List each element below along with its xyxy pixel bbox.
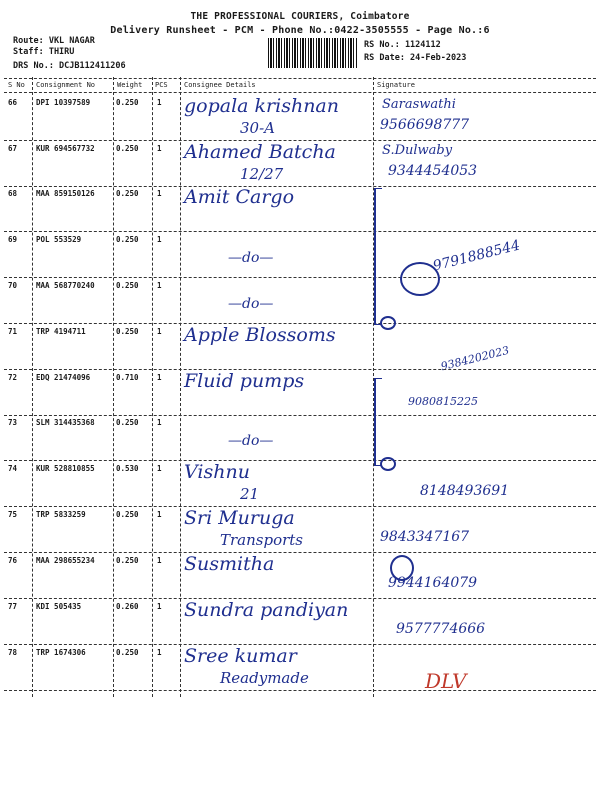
row-consignment-no: KUR 694567732 bbox=[36, 144, 95, 153]
col-weight: Weight bbox=[117, 81, 143, 89]
header-rule-bottom bbox=[4, 92, 596, 93]
row-sno: 67 bbox=[8, 144, 18, 153]
row-sno: 69 bbox=[8, 235, 18, 244]
row-consignment-no: KDI 505435 bbox=[36, 602, 82, 611]
row-signature-phone: 9384202023 bbox=[439, 343, 511, 374]
signature-scribble bbox=[380, 457, 396, 471]
row-consignment-no: POL 553529 bbox=[36, 235, 82, 244]
row-consignment-no: TRP 5833259 bbox=[36, 510, 86, 519]
row-consignee: —do— bbox=[228, 433, 274, 449]
row-consignee: —do— bbox=[228, 296, 274, 312]
drs-number: DRS No.: DCJB112411206 bbox=[13, 61, 126, 71]
row-signature-phone: 9566698777 bbox=[380, 117, 470, 133]
signature-scribble bbox=[400, 262, 440, 296]
row-signature: Saraswathi bbox=[382, 97, 456, 112]
header-rule-top bbox=[4, 78, 596, 79]
rs-date: RS Date: 24-Feb-2023 bbox=[364, 53, 467, 63]
row-signature-phone: 9944164079 bbox=[388, 575, 478, 591]
company-title: THE PROFESSIONAL COURIERS, Coimbatore bbox=[190, 11, 410, 22]
row-consignee-line2: 30-A bbox=[240, 119, 275, 137]
row-separator bbox=[4, 644, 596, 645]
column-divider bbox=[32, 77, 33, 697]
row-separator bbox=[4, 552, 596, 553]
row-consignee: Vishnu bbox=[184, 461, 250, 483]
column-divider bbox=[180, 77, 181, 697]
row-consignee: Sundra pandiyan bbox=[184, 599, 349, 621]
signature-scribble bbox=[380, 316, 396, 330]
row-separator bbox=[4, 415, 596, 416]
row-separator bbox=[4, 231, 596, 232]
row-consignee: Sri Muruga bbox=[184, 507, 295, 529]
row-consignment-no: MAA 568770240 bbox=[36, 281, 95, 290]
ditto-bracket bbox=[374, 188, 382, 325]
row-pcs: 1 bbox=[157, 281, 162, 290]
row-sno: 75 bbox=[8, 510, 18, 519]
row-weight: 0.250 bbox=[116, 648, 139, 657]
row-pcs: 1 bbox=[157, 556, 162, 565]
row-signature-phone: 8148493691 bbox=[420, 483, 510, 499]
row-consignment-no: KUR 528810855 bbox=[36, 464, 95, 473]
row-pcs: 1 bbox=[157, 189, 162, 198]
row-consignee: Sree kumar bbox=[184, 645, 297, 667]
col-pcs: PCS bbox=[155, 81, 168, 89]
row-sno: 72 bbox=[8, 373, 18, 382]
row-sno: 78 bbox=[8, 648, 18, 657]
row-consignee-line2: Readymade bbox=[220, 669, 309, 687]
row-signature-phone: 9791888544 bbox=[431, 237, 522, 275]
row-signature-phone: 9843347167 bbox=[380, 529, 470, 545]
row-pcs: 1 bbox=[157, 648, 162, 657]
row-weight: 0.250 bbox=[116, 98, 139, 107]
row-weight: 0.250 bbox=[116, 144, 139, 153]
col-consignee: Consignee Details bbox=[184, 81, 256, 89]
runsheet-subtitle: Delivery Runsheet - PCM - Phone No.:0422-3505555 - Page No.:6 bbox=[110, 25, 490, 36]
row-pcs: 1 bbox=[157, 602, 162, 611]
route-label: Route: VKL NAGAR bbox=[13, 36, 95, 46]
row-sno: 76 bbox=[8, 556, 18, 565]
row-consignee: Fluid pumps bbox=[184, 370, 305, 392]
row-separator bbox=[4, 277, 596, 278]
barcode-image bbox=[268, 38, 358, 68]
row-signature-phone: 9577774666 bbox=[396, 621, 486, 637]
row-weight: 0.250 bbox=[116, 327, 139, 336]
row-consignment-no: DPI 10397589 bbox=[36, 98, 91, 107]
row-consignment-no: MAA 859150126 bbox=[36, 189, 95, 198]
row-pcs: 1 bbox=[157, 373, 162, 382]
col-signature: Signature bbox=[377, 81, 415, 89]
row-consignee: Susmitha bbox=[184, 553, 275, 575]
row-pcs: 1 bbox=[157, 144, 162, 153]
col-consignment: Consignment No bbox=[36, 81, 96, 89]
column-divider bbox=[152, 77, 153, 697]
row-sno: 68 bbox=[8, 189, 18, 198]
row-consignee: Amit Cargo bbox=[184, 186, 295, 208]
ditto-bracket bbox=[374, 378, 382, 466]
row-pcs: 1 bbox=[157, 98, 162, 107]
row-consignment-no: EDQ 21474096 bbox=[36, 373, 91, 382]
signature-scribble bbox=[390, 555, 414, 581]
row-separator bbox=[4, 186, 596, 187]
row-pcs: 1 bbox=[157, 510, 162, 519]
row-weight: 0.250 bbox=[116, 281, 139, 290]
row-separator bbox=[4, 506, 596, 507]
row-consignee-line2: 21 bbox=[240, 485, 260, 503]
row-separator bbox=[4, 690, 596, 691]
row-weight: 0.250 bbox=[116, 235, 139, 244]
row-sno: 71 bbox=[8, 327, 18, 336]
row-consignee: —do— bbox=[228, 250, 274, 266]
row-sno: 73 bbox=[8, 418, 18, 427]
row-sno: 74 bbox=[8, 464, 18, 473]
row-weight: 0.710 bbox=[116, 373, 139, 382]
row-consignment-no: SLM 314435368 bbox=[36, 418, 95, 427]
row-pcs: 1 bbox=[157, 327, 162, 336]
row-signature-phone: 9344454053 bbox=[388, 163, 478, 179]
row-consignee-line2: Transports bbox=[220, 531, 304, 549]
row-weight: 0.250 bbox=[116, 189, 139, 198]
row-sno: 66 bbox=[8, 98, 18, 107]
row-pcs: 1 bbox=[157, 235, 162, 244]
row-signature-phone: 9080815225 bbox=[408, 395, 478, 408]
row-pcs: 1 bbox=[157, 464, 162, 473]
row-consignment-no: MAA 298655234 bbox=[36, 556, 95, 565]
row-sno: 77 bbox=[8, 602, 18, 611]
row-weight: 0.250 bbox=[116, 510, 139, 519]
row-weight: 0.250 bbox=[116, 556, 139, 565]
row-weight: 0.530 bbox=[116, 464, 139, 473]
row-weight: 0.250 bbox=[116, 418, 139, 427]
row-consignee-line2: 12/27 bbox=[240, 165, 284, 183]
row-separator bbox=[4, 460, 596, 461]
row-consignee: gopala krishnan bbox=[184, 95, 339, 117]
row-pcs: 1 bbox=[157, 418, 162, 427]
row-signature: S.Dulwaby bbox=[382, 143, 453, 158]
row-weight: 0.260 bbox=[116, 602, 139, 611]
rs-number: RS No.: 1124112 bbox=[364, 40, 441, 50]
row-signature: DLV bbox=[425, 669, 467, 693]
row-consignee: Apple Blossoms bbox=[184, 324, 336, 346]
staff-label: Staff: THIRU bbox=[13, 47, 75, 57]
col-sno: S No bbox=[8, 81, 25, 89]
row-consignee: Ahamed Batcha bbox=[184, 141, 336, 163]
row-consignment-no: TRP 1674306 bbox=[36, 648, 86, 657]
row-sno: 70 bbox=[8, 281, 18, 290]
row-consignment-no: TRP 4194711 bbox=[36, 327, 86, 336]
column-divider bbox=[113, 77, 114, 697]
